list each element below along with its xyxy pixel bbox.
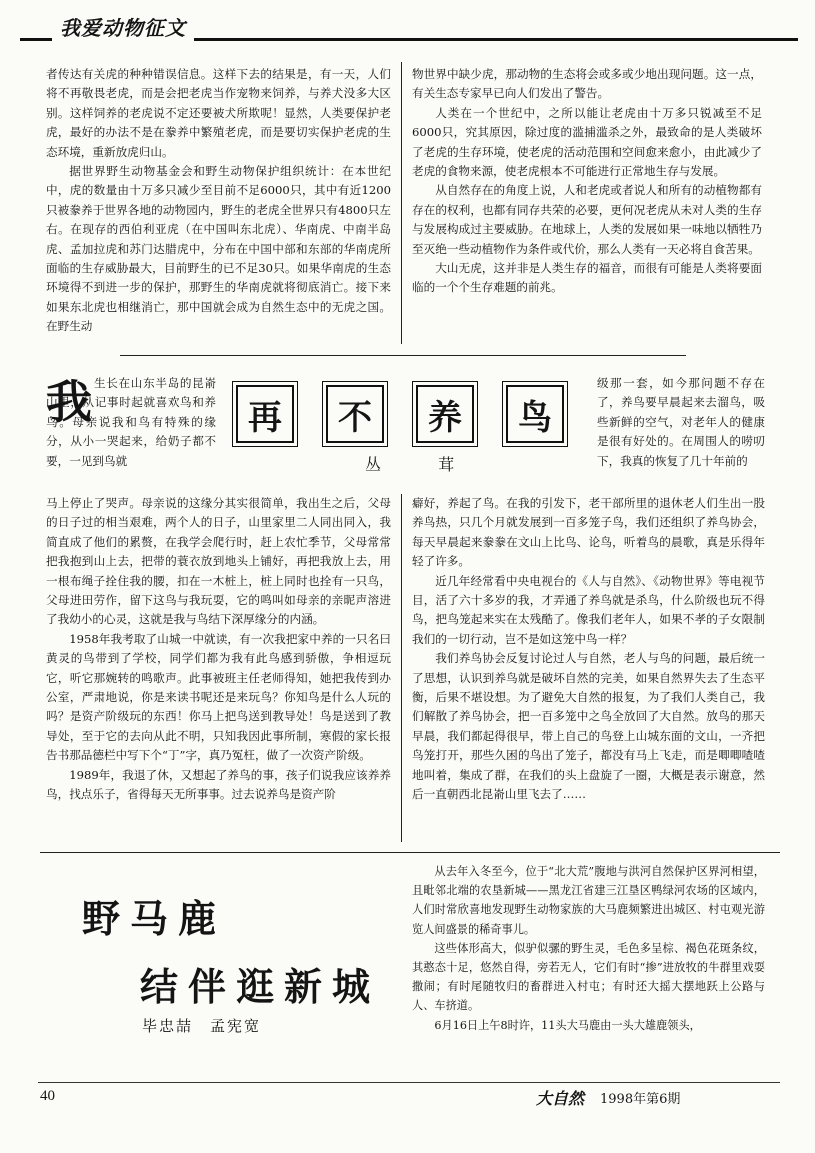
paragraph: 这些体形高大，似驴似骡的野生灵，毛色多呈棕、褐色花斑条纹，其憨态十足，悠然自得，旁若无人，它们有时“掺”进放牧的牛群里戏耍撒闹；有时尾随牧归的畜群进入村屯；有时还大摇大摆地跃上公路与人、车挤道。 [412,941,765,1013]
paragraph: 6月16日上午8时许，11头大马鹿由一头大雄鹿领头， [434,1018,701,1032]
paragraph: 从自然存在的角度上说，人和老虎或者说人和所有的动植物都有存在的权利，也都有同存共荣的必要，更何况老虎从未对人类的生存与发展构成过主要威胁。在地球上，人类的发展如果一味地以牺牲乃至灭绝一些动植物作为条件或代价，那么人类有一天必将自食苦果。 [412,183,762,256]
article2-lede [46,374,216,498]
article2-right-top [597,374,765,498]
article-separator [120,355,686,356]
article3-title-line2: 结伴逛新城 [140,964,381,1009]
article3-title-line1: 野马鹿 [82,896,227,941]
column-divider [401,62,402,344]
paragraph: 马上停止了哭声。母亲说的这缘分其实很简单，我出生之后，父母的日子过的相当艰难，两个人的日子，山里家里二人同出同入，我简直成了他们的累赘，在我学会爬行时，赶上农忙季节，父母常常把我抱到山上去，把带的蓑衣放到地头上铺好，再把我放上去，用一根布绳子拴住我的腰，扣在一木桩上，桩上同时也拴有一只鸟，父母进田劳作，留下这鸟与我玩耍，它的鸣叫如母亲的亲昵声溶进了我幼小的心灵，这就是我与鸟结下深厚缘分的内涵。 [46,496,391,627]
article3-column [412,862,765,1070]
paragraph: 物世界中缺少虎，那动物的生态将会或多或少地出现问题。这一点，有关生态专家早已向人们发出了警告。 [412,67,762,101]
article-separator [40,852,780,853]
title-char-box [236,385,294,443]
title-char: 鸟 [518,397,552,438]
paragraph: 我们养鸟协会反复讨论过人与自然，老人与鸟的问题，最后统一了思想，认识到养鸟就是破坏自然的完美，如果自然界失去了生态平衡，后果不堪设想。为了避免大自然的报复，为了我们人类自己，我们解散了养鸟协会，把一百多笼中之鸟全放回了大自然。放鸟的那天早晨，我们都起得很早，带上自己的鸟登上山城东面的文山，一齐把鸟笼打开，那些久困的鸟出了笼子，都没有马上飞走，而是唧唧喳喳地叫着，集成了群，在我们的头上盘旋了一圈，大概是表示谢意，然后一直朝西北昆嵛山里飞去了…… [412,651,765,802]
article2-right-column [412,494,765,846]
section-tag: 我爱动物征文 [52,12,194,41]
lede-text: 生长在山东半岛的昆嵛山里，从记事时起就喜欢鸟和养鸟。母亲说我和鸟有特殊的缘分，从小一哭起来，给奶子都不要，一见到鸟就 [46,376,216,468]
paragraph: 1989年，我退了休，又想起了养鸟的事，孩子们说我应该养养鸟，找点乐子，省得每天无所事事。过去说养鸟是资产阶 [46,767,391,802]
article2-left-column [46,494,391,842]
footer-rule [38,1082,780,1083]
article1-left-column [46,65,391,347]
paragraph: 近几年经常看中央电视台的《人与自然》、《动物世界》等电视节目，活了六十多岁的我，才弄通了养鸟就是杀鸟，什么阶级也玩不得鸟，把鸟笼起来实在太残酷了。像我们老年人，如果不孝的子女限制我们的一切行动，岂不是如这笼中鸟一样？ [412,573,765,646]
article1-right-column [412,65,762,347]
title-char: 再 [248,397,282,438]
section-header [20,12,798,42]
paragraph: 人类在一个世纪中，之所以能让老虎由十万多只锐减至不足6000只，究其原因，除过度的滥捕滥杀之外，最致命的是人类破坏了老虎的生存环境，使老虎的活动范围和空间愈来愈小，由此减少了老虎的食物来源，使老虎根本不可能进行正常地生存与发展。 [412,105,762,179]
title-char: 养 [428,397,462,438]
paragraph: 从去年入冬至今，位于“北大荒”腹地与洪河自然保护区界河相望，且毗邻北端的农垦新城——黑龙江省建三江垦区鸭绿河农场的区域内，人们时常欣喜地发现野生动物家族的大马鹿频繁进出城区、村屯观光游览人间盛景的稀奇事儿。 [412,865,765,936]
page-number: 40 [40,1088,55,1104]
title-char: 不 [338,397,372,438]
magazine-name: 大自然 [536,1089,585,1108]
issue-label: 1998年第6期 [600,1092,681,1107]
drop-cap: 我 [46,375,92,429]
article2-author: 丛 茸 [365,455,481,474]
paragraph: 1958年我考取了山城一中就读，有一次我把家中养的一只名曰黄灵的鸟带到了学校，同学们都为我有此鸟感到骄傲，争相逗玩它，听它那婉转的鸣歌声。此事被班主任老师得知，她把我传到办公室，严肃地说，你是来读书呢还是来玩鸟？你知鸟是什么人玩的吗？是资产阶级玩的东西！你马上把鸟送到教导处！鸟是送到了教导处，至于它的去向从此不明，只知我因此事所制，寒假的家长报告书那品德栏中写下个“丁”字，真乃冤枉，做了一次资产阶级。 [46,631,391,763]
paragraph: 癖好，养起了鸟。在我的引发下，老干部所里的退休老人们生出一股养鸟热，只几个月就发展到一百多笼子鸟，我们还组织了养鸟协会，每天早晨起来豢豢在文山上比鸟、论鸟，听着鸟的晨歌，真是乐得年轻了许多。 [412,496,765,569]
title-char-box [506,385,564,443]
title-char-box [326,385,384,443]
right-top-text: 级那一套，如今那问题不存在了，养鸟要早晨起来去溜鸟，吸些新鲜的空气，对老年人的健康是很有好处的。在周围人的唠叨下，我真的恢复了几十年前的 [597,376,765,468]
title-char-box [416,385,474,443]
article3-authors: 毕忠喆 孟宪宽 [142,1017,262,1035]
paragraph: 大山无虎，这并非是人类生存的福音，而很有可能是人类将要面临的一个个生存难题的前兆。 [412,261,762,295]
paragraph: 者传达有关虎的种种错误信息。这样下去的结果是，有一天，人们将不再敬畏老虎，而是会把老虎当作宠物来饲养，与养犬没多大区别。这样饲养的老虎说不定还要被犬所欺呢！显然，人类要保护老虎，最好的办法不是在豢养中繁殖老虎，而是要切实保护老虎的生态环境，重新放虎归山。 [46,67,391,159]
paragraph: 据世界野生动物基金会和野生动物保护组织统计：在本世纪中，虎的数量由十万多只减少至目前不足6000只，其中有近1200只被豢养于世界各地的动物园内，野生的老虎全世界只有4800只左右。在现存的西伯利亚虎（在中国叫东北虎）、华南虎、中南半岛虎、孟加拉虎和苏门达腊虎中，分布在中国中部和东部的华南虎所面临的生存威胁最大，目前野生的已不足30只。如果华南虎的生态环境得不到进一步的保护，那野生的华南虎就将彻底消亡。接下来如果东北虎也相继消亡，那中国就会成为自然生态中的无虎之国。在野生动 [46,164,391,334]
column-divider [401,494,402,842]
